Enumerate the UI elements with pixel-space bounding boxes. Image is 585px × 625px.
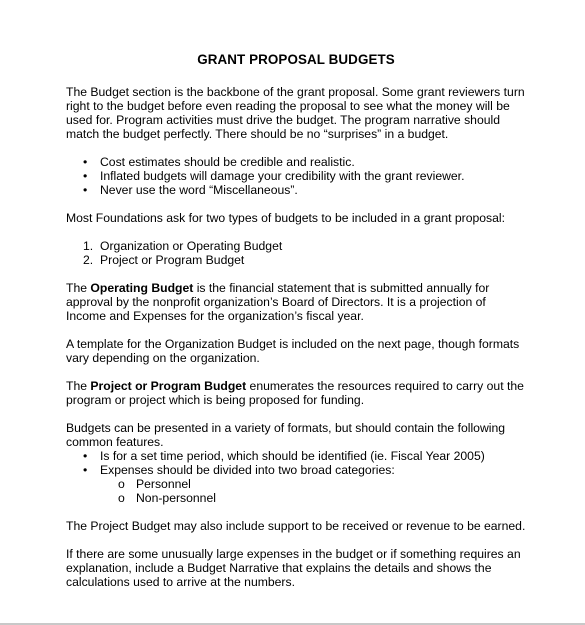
page-title: GRANT PROPOSAL BUDGETS <box>197 52 395 67</box>
support-paragraph: The Project Budget may also include support to be received or revenue to be earned. <box>66 519 526 533</box>
bullet-icon: • <box>83 463 88 477</box>
list-item <box>66 239 526 253</box>
list-item-text: Personnel <box>136 477 191 491</box>
bullet-icon: • <box>83 449 88 463</box>
bullet-icon: • <box>83 183 88 197</box>
list-item-text: Never use the word “Miscellaneous”. <box>100 183 298 197</box>
circle-bullet-icon: o <box>118 477 125 491</box>
circle-bullet-icon: o <box>118 491 125 505</box>
paragraph-text: is the financial statement that is submitted annually for approval by the nonprofit organization’s Board of Directors. It is a projection of Income and Expenses for the organization’s fiscal year. <box>66 281 490 323</box>
list-item-text: Cost estimates should be credible and realistic. <box>100 155 355 169</box>
operating-budget-paragraph <box>66 281 526 323</box>
term-project-budget: Project or Program Budget <box>90 379 247 393</box>
list-item <box>66 253 526 267</box>
paragraph-text: enumerates the resources required to carry out the program or project which is being proposed for funding. <box>66 379 524 407</box>
intro-paragraph: The Budget section is the backbone of the grant proposal. Some grant reviewers turn right to the budget before even reading the proposal to see what the money will be used for. Program activities must drive the budget. The program narrative should match the budget perfectly. There should be no “surprises” in a budget. <box>66 85 525 141</box>
list-item-text: Project or Program Budget <box>100 253 245 267</box>
document-body <box>66 52 526 589</box>
expense-categories-list <box>66 477 526 505</box>
guideline-bullet-list <box>66 155 526 197</box>
list-number: 2. <box>83 253 94 267</box>
list-item <box>66 463 526 477</box>
formats-paragraph: Budgets can be presented in a variety of formats, but should contain the following common features. <box>66 421 506 449</box>
narrative-paragraph: If there are some unusually large expenses in the budget or if something requires an explanation, include a Budget Narrative that explains the details and shows the calculations used to arrive at the numbers. <box>66 547 521 589</box>
paragraph-text: The <box>66 281 91 295</box>
list-item-text: Non-personnel <box>136 491 216 505</box>
list-item <box>66 169 526 183</box>
list-item <box>66 183 526 197</box>
project-budget-paragraph <box>66 379 526 407</box>
list-item-text: Expenses should be divided into two broad categories: <box>100 463 395 477</box>
features-bullet-list <box>66 449 526 477</box>
bullet-icon: • <box>83 169 88 183</box>
budget-types-list <box>66 239 526 267</box>
bullet-icon: • <box>83 155 88 169</box>
list-item <box>66 449 526 463</box>
list-item <box>66 477 526 491</box>
list-item-text: Inflated budgets will damage your credibility with the grant reviewer. <box>100 169 465 183</box>
list-item <box>66 155 526 169</box>
list-number: 1. <box>83 239 94 253</box>
term-operating-budget: Operating Budget <box>90 281 194 295</box>
foundations-paragraph: Most Foundations ask for two types of budgets to be included in a grant proposal: <box>66 211 506 225</box>
list-item-text: Organization or Operating Budget <box>100 239 283 253</box>
list-item <box>66 491 526 505</box>
list-item-text: Is for a set time period, which should be identified (ie. Fiscal Year 2005) <box>100 449 485 463</box>
paragraph-text: The <box>66 379 91 393</box>
template-paragraph: A template for the Organization Budget is included on the next page, though formats vary depending on the organization. <box>66 337 520 365</box>
